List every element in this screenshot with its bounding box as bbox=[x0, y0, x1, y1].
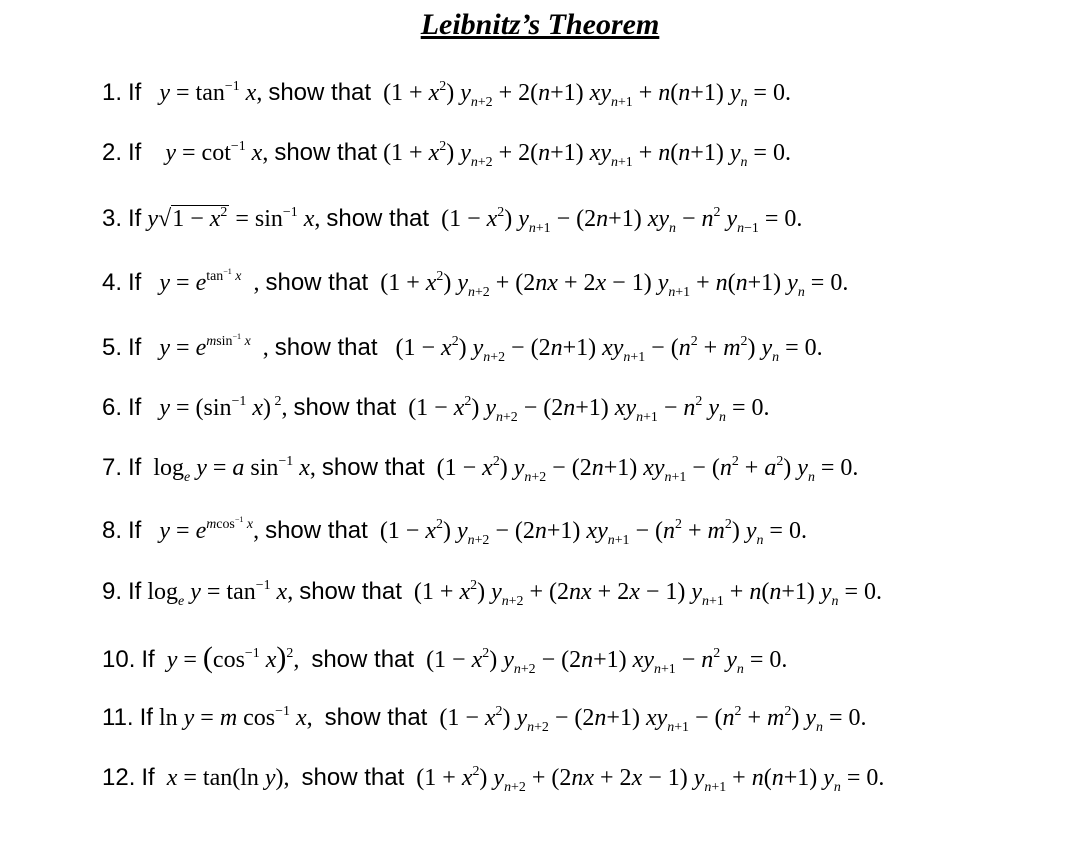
problem-9: 9. If $\log_e y = \tan^{-1} x$, show that $(1 + x^2)$ $y_{n+2} + (2nx + 2x - 1) y_{n+1} + n(n+1) y_n = 0$. bbox=[102, 577, 883, 609]
problem-1: 1. If $y = \tan^{-1} x$, show that $(1 + x^2)$ $y_{n+2} + 2(n+1) xy_{n+1} + n(n+1) y_n = 0$. bbox=[102, 78, 791, 110]
problem-2: 2. If $y = \cot^{-1} x$, show that $(1 + x^2)$ $y_{n+2} + 2(n+1) xy_{n+1} + n(n+1) y_n = 0$. bbox=[102, 138, 791, 170]
problem-5: 5. If $y = e^{msin^{-1} x}$ , show that $(1 - x^2)$ $y_{n+2} - (2n+1) xy_{n+1} - (n^2 + m^2) y_n = 0$. bbox=[102, 331, 823, 365]
problem-11: 11. If ln y = m $\cos^{-1} x$, show that $(1 - x^2)$ $y_{n+2} - (2n+1) xy_{n+1} - (n^2 + m^2) y_n = 0$. bbox=[102, 703, 867, 735]
page-title: Leibnitz’s Theorem bbox=[420, 8, 660, 41]
problem-4: 4. If $y = e^{tan^{-1} x}$ , show that $(1 + x^2)$ $y_{n+2} + (2nx + 2x - 1) y_{n+1} + n(n+1) y_n = 0$. bbox=[102, 266, 849, 300]
problem-3: 3. If $y√1 - x^2 = \sin^{-1} x$, show that $(1 - x^2)$ $y_{n+1} - (2n+1) xy_n - n^2$ $y_{n-1} = 0$. bbox=[102, 204, 803, 236]
problem-12: 12. If x = tan(ln y), show that $(1 + x^2)$ $y_{n+2} + (2nx + 2x - 1) y_{n+1} + n(n+1) y_n = 0$. bbox=[102, 763, 885, 795]
problem-7: 7. If $\log_e y = a$ $\sin^{-1} x$, show that $(1 - x^2)$ $y_{n+2} - (2n+1) xy_{n+1} - (n^2 + a^2) y_n = 0$. bbox=[102, 453, 859, 485]
problem-6: 6. If $y = (\sin^{-1}$ x) $^2$, show that $(1 - x^2)$ $y_{n+2} - (2n+1) xy_{n+1} - n^2$ $y_n = 0$. bbox=[102, 393, 770, 425]
problem-8: 8. If $y = e^{mcos^{-1} x}$, show that $(1 - x^2)$ $y_{n+2} - (2n+1) xy_{n+1} - (n^2 + m^2) y_n = 0$. bbox=[102, 514, 807, 548]
problem-10: 10. If $y = (\cos^{-1}$ x)$^2$, show that $(1 - x^2)$ $y_{n+2} - (2n+1) xy_{n+1} - n^2$ $y_n = 0$. bbox=[102, 641, 788, 677]
